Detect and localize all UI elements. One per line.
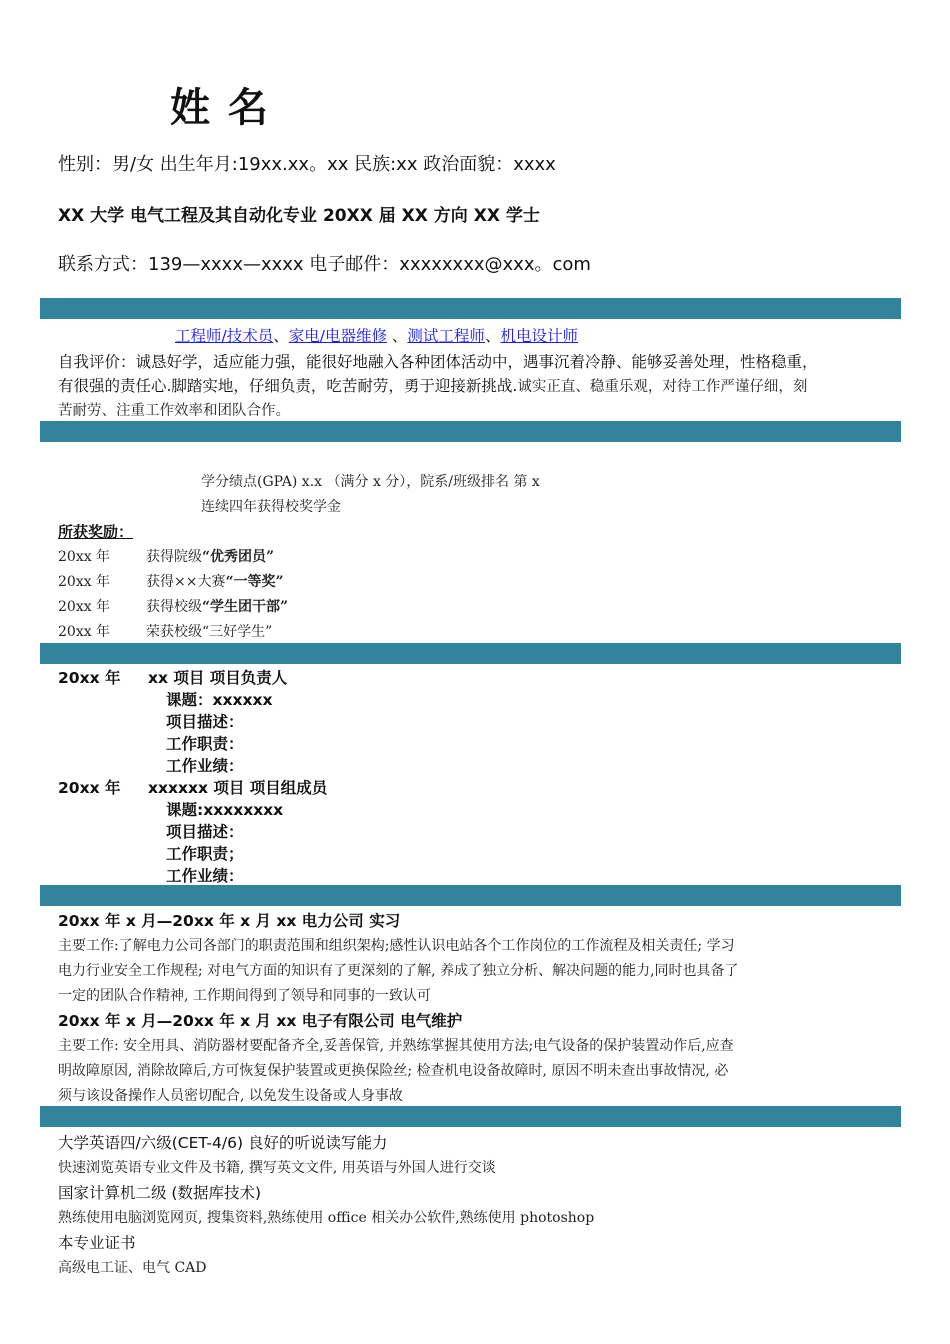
name-title: 姓 名 [170,85,270,131]
project-duty-label: 工作职责： [166,735,244,753]
skill-description: 高级电工证、电气 CAD [58,1260,207,1276]
education-info: XX 大学 电气工程及其自动化专业 20XX 届 XX 方向 XX 学士 [58,206,540,226]
award-year: 20xx 年 [58,574,111,590]
internship-line: 电力行业安全工作规程; 对电气方面的知识有了更深刻的了解, 养成了独立分析、解决问题的能力,同时也具备了 [58,963,739,979]
project-description-label: 项目描述： [166,713,244,731]
project-title: xxxxxx 项目 项目组成员 [148,779,328,797]
self-eval-line-2 [58,374,807,396]
job-link-test-engineer[interactable]: 测试工程师 [407,327,485,345]
project-topic: 课题:xxxxxxxx [166,801,284,819]
project-result-label: 工作业绩： [166,757,244,775]
internship-line: 主要工作: 安全用具、消防器材要配备齐全,妥善保管, 并熟练掌握其使用方法;电气设备的保护装置动作后,应查 [58,1038,734,1054]
project-year: 20xx 年 [58,779,121,797]
skill-description: 熟练使用电脑浏览网页, 搜集资料,熟练使用 office 相关办公软件,熟练使用 photoshop [58,1210,595,1226]
self-eval-line-2b: 诚实正直、稳重乐观，对待工作严谨仔细，刻 [517,379,808,395]
project-duty-label: 工作职责； [166,845,244,863]
award-text: 获得××大赛 [146,574,226,590]
awards-title: 所获奖励： [58,523,134,541]
job-separator: 、 [273,327,289,345]
section-band-education [40,421,901,442]
award-year: 20xx 年 [58,624,111,640]
award-text: 荣获校级“三好学生” [146,624,273,640]
contact-info: 联系方式：139—xxxx—xxxx 电子邮件：xxxxxxxx@xxx。com [58,254,591,275]
job-link-appliance-repair[interactable]: 家电/电器维修 [288,327,387,345]
job-separator: 、 [386,327,408,345]
section-band-intention [40,298,901,319]
award-highlight: “学生团干部” [202,599,289,615]
section-band-skills [40,1106,901,1127]
internship-line: 一定的团队合作精神, 工作期间得到了领导和同事的一致认可 [58,988,431,1004]
project-description-label: 项目描述： [166,823,244,841]
project-result-label: 工作业绩： [166,867,244,885]
award-year: 20xx 年 [58,599,111,615]
project-topic: 课题：xxxxxx [166,691,273,709]
internship-heading: 20xx 年 x 月—20xx 年 x 月 xx 电子有限公司 电气维护 [58,1012,463,1030]
award-text: 获得校级 [146,599,202,615]
self-eval-line-2a: 有很强的责任心.脚踏实地，仔细负责，吃苦耐劳，勇于迎接新挑战. [58,377,518,395]
award-item [146,546,274,566]
self-eval-line-1: 自我评价：诚恳好学，适应能力强，能很好地融入各种团体活动中，遇事沉着冷静、能够妥善处理，性格稳重， [58,353,818,371]
internship-line: 须与该设备操作人员密切配合, 以免发生设备或人身事故 [58,1088,403,1104]
job-separator: 、 [484,327,501,345]
gpa-line: 学分绩点(GPA) x.x （满分 x 分），院系/班级排名 第 x [201,474,540,490]
award-highlight: “一等奖” [225,574,284,590]
job-link-mechatronic-designer[interactable]: 机电设计师 [500,327,578,345]
award-item [146,596,288,616]
skill-title: 国家计算机二级 (数据库技术) [58,1184,262,1202]
skill-description: 快速浏览英语专业文件及书籍, 撰写英文文件, 用英语与外国人进行交谈 [58,1160,496,1176]
award-item [146,621,272,641]
skill-title: 大学英语四/六级(CET-4/6) 良好的听说读写能力 [58,1134,388,1152]
project-title: xx 项目 项目负责人 [148,669,288,687]
award-year: 20xx 年 [58,549,111,565]
scholarship-line: 连续四年获得校奖学金 [201,499,341,515]
section-band-internship [40,885,901,906]
award-item [146,571,284,591]
personal-info: 性别：男/女 出生年月:19xx.xx。xx 民族:xx 政治面貌：xxxx [58,154,556,175]
section-band-projects [40,643,901,664]
award-text: 获得院级 [146,549,202,565]
job-link-engineer[interactable]: 工程师/技术员 [175,327,274,345]
self-eval-line-3: 苦耐劳、注重工作效率和团队合作。 [58,403,290,419]
award-highlight: “优秀团员” [202,549,275,565]
internship-line: 明故障原因, 消除故障后,方可恢复保护装置或更换保险丝; 检查机电设备故障时, 原因不明未查出事故情况, 必 [58,1063,729,1079]
internship-heading: 20xx 年 x 月—20xx 年 x 月 xx 电力公司 实习 [58,912,401,930]
skill-title: 本专业证书 [58,1234,136,1252]
job-intention-links [175,324,578,346]
internship-line: 主要工作:了解电力公司各部门的职责范围和组织架构;感性认识电站各个工作岗位的工作流程及相关责任; 学习 [58,938,735,954]
project-year: 20xx 年 [58,669,121,687]
